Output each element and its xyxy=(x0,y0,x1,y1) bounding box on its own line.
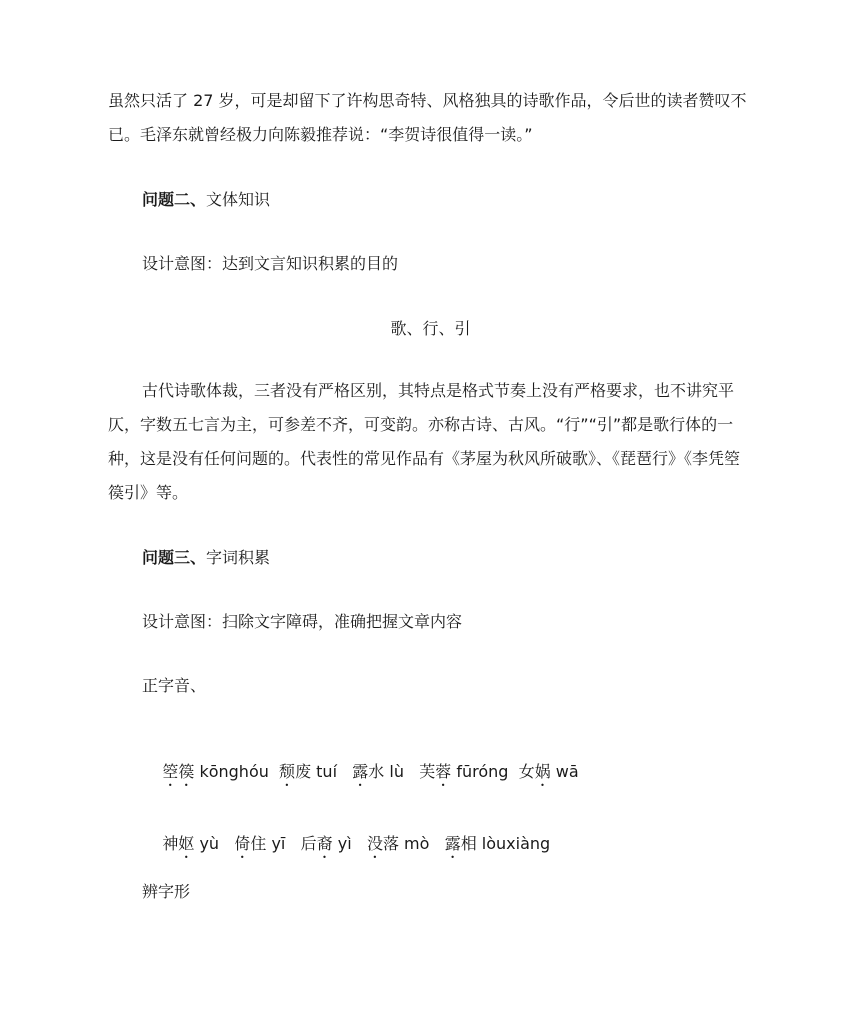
word-item: 倚住 yī xyxy=(234,834,286,853)
question-two-intent: 设计意图：达到文言知识积累的目的 xyxy=(142,254,399,273)
question-three-title: 字词积累 xyxy=(206,548,271,567)
pronunciation-row-1 xyxy=(142,739,579,812)
question-three-label: 问题三、 xyxy=(142,548,207,567)
question-three-intent: 设计意图：扫除文字障碍，准确把握文章内容 xyxy=(142,612,463,631)
shape-heading: 辨字形 xyxy=(142,882,191,901)
word-item: 露水 lù xyxy=(352,762,404,781)
word-item: 没落 mò xyxy=(366,834,430,853)
question-two-label: 问题二、 xyxy=(142,190,207,209)
question-two-heading xyxy=(142,189,270,211)
pronunciation-heading: 正字音、 xyxy=(142,676,207,695)
question-three-heading xyxy=(142,547,270,569)
genre-heading: 歌、行、引 xyxy=(390,319,471,338)
genre-paragraph: 古代诗歌体裁，三者没有严格区别，其特点是格式节奏上没有严格要求，也不讲究平仄，字数五七言为主，可参差不齐，可变韵。亦称古诗、古风。“行”“引”都是歌行体的一种，这是没有任何问题的。代表性的常见作品有《茅屋为秋风所破歌》、《琵琶行》《李凭箜篌引》等。 xyxy=(108,381,741,502)
question-two-title: 文体知识 xyxy=(206,190,271,209)
word-item: 颓废 tuí xyxy=(279,762,338,781)
word-item: 露相 lòuxiàng xyxy=(444,834,551,853)
intro-paragraph: 虽然只活了 27 岁，可是却留下了许构思奇特、风格独具的诗歌作品，令后世的读者赞叹不已。毛泽东就曾经极力向陈毅推荐说：“李贺诗很值得一读。” xyxy=(108,91,747,144)
word-item: 箜篌 kōnghóu xyxy=(162,762,269,781)
word-item: 神妪 yù xyxy=(162,834,220,853)
word-item: 后裔 yì xyxy=(300,834,352,853)
word-item: 芙蓉 fūróng xyxy=(419,762,509,781)
word-item: 女娲 wā xyxy=(518,762,579,781)
pronunciation-row-2 xyxy=(142,811,550,884)
